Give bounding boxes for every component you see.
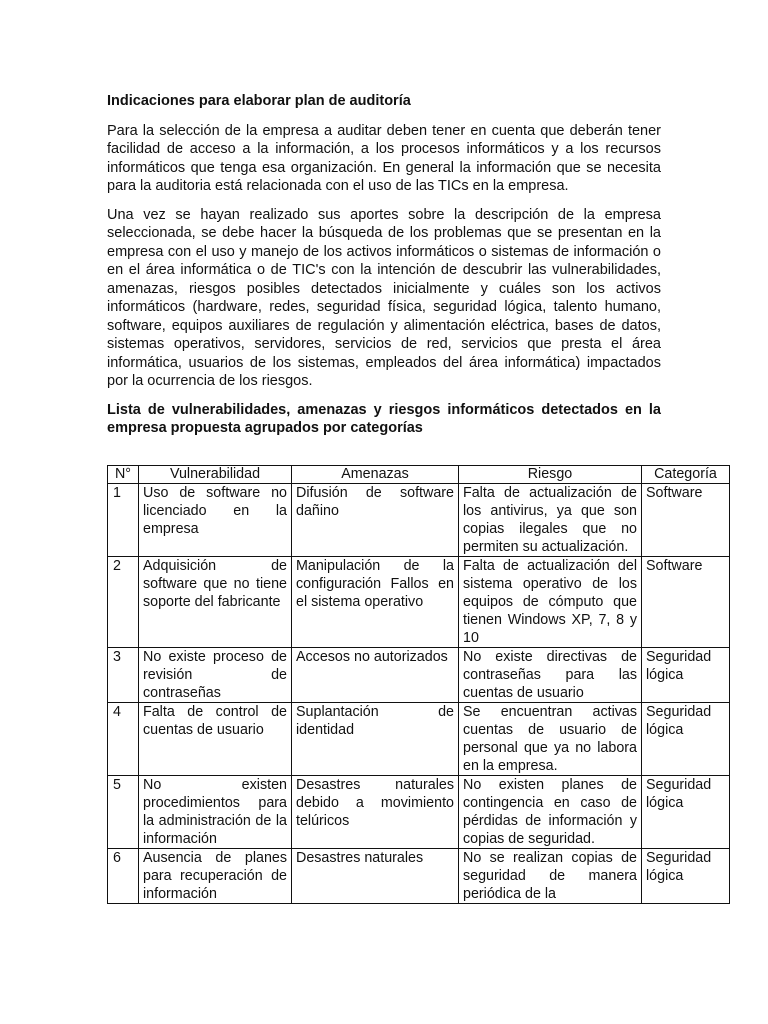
threats-cell: Difusión de software dañino [292, 484, 459, 557]
risk-table [107, 465, 730, 904]
threats-cell: Accesos no autorizados [292, 648, 459, 703]
category-cell: Software [642, 484, 730, 557]
threats-cell: Manipulación de la configuración Fallos en el sistema operativo [292, 557, 459, 648]
row-number: 4 [108, 703, 139, 776]
paragraph-company-selection: Para la selección de la empresa a auditar deben tener en cuenta que deberán tener facilidad de acceso a la información, a los procesos informáticos y a los recursos informáticos que tenga esa organización. En general la información que se necesita para la auditoria está relacionada con el uso de las TICs en la empresa. [107, 122, 661, 194]
row-number: 2 [108, 557, 139, 648]
category-cell: Software [642, 557, 730, 648]
category-cell: Seguridad lógica [642, 703, 730, 776]
table-row [108, 557, 730, 648]
document-heading: Indicaciones para elaborar plan de auditoría [107, 93, 411, 109]
list-title: Lista de vulnerabilidades, amenazas y riesgos informáticos detectados en la empresa propuesta agrupados por categorías [107, 401, 661, 436]
risk-cell: Falta de actualización del sistema operativo de los equipos de cómputo que tienen Windows XP, 7, 8 y 10 [459, 557, 642, 648]
header-risk: Riesgo [459, 466, 642, 484]
table-header-row [108, 466, 730, 484]
row-number: 6 [108, 849, 139, 904]
header-vulnerability: Vulnerabilidad [139, 466, 292, 484]
row-number: 3 [108, 648, 139, 703]
table-row [108, 849, 730, 904]
risk-cell: Falta de actualización de los antivirus, ya que son copias ilegales que no permiten su actualización. [459, 484, 642, 557]
risk-cell: No existen planes de contingencia en caso de pérdidas de información y copias de seguridad. [459, 776, 642, 849]
header-number: N° [108, 466, 139, 484]
row-number: 1 [108, 484, 139, 557]
table-row [108, 484, 730, 557]
threats-cell: Desastres naturales [292, 849, 459, 904]
paragraph-problem-search: Una vez se hayan realizado sus aportes sobre la descripción de la empresa seleccionada, se debe hacer la búsqueda de los problemas que se presentan en la empresa con el uso y manejo de los activos informáticos o sistemas de información o en el área informática o de TIC's con la intención de descubrir las vulnerabilidades, amenazas, riesgos posibles detectados inicialmente y cuáles son los activos informáticos (hardware, redes, seguridad física, seguridad lógica, talento humano, software, equipos auxiliares de regulación y alimentación eléctrica, bases de datos, sistemas operativos, servidores, servicios de red, servicios que presta el área informática, usuarios de los sistemas, empleados del área informática) impactados por la ocurrencia de los riesgos. [107, 206, 661, 389]
vulnerability-cell: No existen procedimientos para la administración de la información [139, 776, 292, 849]
risk-cell: Se encuentran activas cuentas de usuario de personal que ya no labora en la empresa. [459, 703, 642, 776]
vulnerability-cell: Uso de software no licenciado en la empresa [139, 484, 292, 557]
threats-cell: Desastres naturales debido a movimiento telúricos [292, 776, 459, 849]
document-body [107, 92, 661, 449]
risk-cell: No existe directivas de contraseñas para las cuentas de usuario [459, 648, 642, 703]
row-number: 5 [108, 776, 139, 849]
vulnerability-cell: No existe proceso de revisión de contraseñas [139, 648, 292, 703]
table-row [108, 703, 730, 776]
risk-cell: No se realizan copias de seguridad de manera periódica de la [459, 849, 642, 904]
category-cell: Seguridad lógica [642, 648, 730, 703]
header-threats: Amenazas [292, 466, 459, 484]
table-row [108, 776, 730, 849]
header-category: Categoría [642, 466, 730, 484]
category-cell: Seguridad lógica [642, 849, 730, 904]
vulnerability-cell: Adquisición de software que no tiene soporte del fabricante [139, 557, 292, 648]
category-cell: Seguridad lógica [642, 776, 730, 849]
threats-cell: Suplantación de identidad [292, 703, 459, 776]
vulnerability-cell: Ausencia de planes para recuperación de información [139, 849, 292, 904]
vulnerability-cell: Falta de control de cuentas de usuario [139, 703, 292, 776]
table-row [108, 648, 730, 703]
